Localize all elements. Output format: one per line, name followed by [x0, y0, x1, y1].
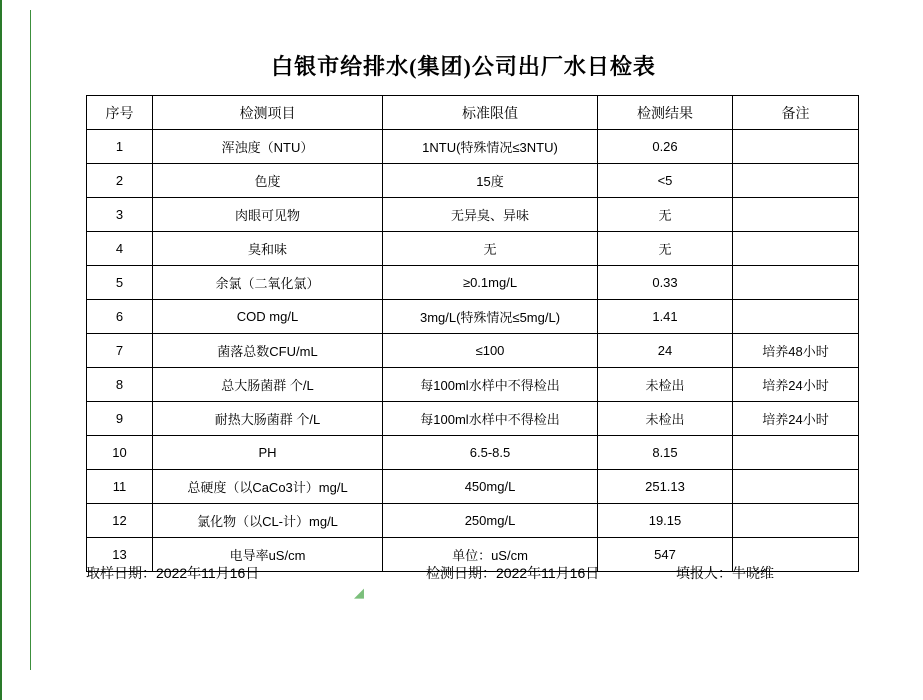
cell-no: 3: [87, 198, 153, 232]
table-row: [87, 368, 859, 402]
cell-standard: ≤100: [383, 334, 598, 368]
cell-standard: 3mg/L(特殊情况≤5mg/L): [383, 300, 598, 334]
cell-no: 5: [87, 266, 153, 300]
filler-name-label: 填报人：牛晓维: [676, 565, 774, 581]
column-header-no: 序号: [87, 96, 153, 130]
cell-note: [733, 266, 859, 300]
cell-no: 1: [87, 130, 153, 164]
cell-no: 7: [87, 334, 153, 368]
cell-standard: 450mg/L: [383, 470, 598, 504]
table-row: [87, 504, 859, 538]
cell-note: 培养48小时: [733, 334, 859, 368]
cell-item: 氯化物（以CL-计）mg/L: [153, 504, 383, 538]
cell-item: PH: [153, 436, 383, 470]
cell-note: [733, 436, 859, 470]
cell-result: 1.41: [598, 300, 733, 334]
table-row: [87, 198, 859, 232]
column-header-standard: 标准限值: [383, 96, 598, 130]
cell-standard: 每100ml水样中不得检出: [383, 368, 598, 402]
cell-standard: 单位：uS/cm: [383, 538, 598, 572]
table-header-row: [87, 96, 859, 130]
cell-note: [733, 504, 859, 538]
page-corner-mark-icon: ◢: [354, 585, 364, 600]
cell-note: [733, 130, 859, 164]
cell-item: 耐热大肠菌群 个/L: [153, 402, 383, 436]
table-body: [87, 130, 859, 572]
cell-item: 色度: [153, 164, 383, 198]
page-title: 白银市给排水(集团)公司出厂水日检表: [271, 54, 656, 79]
cell-result: 未检出: [598, 368, 733, 402]
cell-result: 251.13: [598, 470, 733, 504]
cell-no: 12: [87, 504, 153, 538]
table-row: [87, 334, 859, 368]
table-row: [87, 232, 859, 266]
cell-result: 0.33: [598, 266, 733, 300]
cell-note: [733, 470, 859, 504]
test-date-label: 检测日期：2022年11月16日: [426, 565, 600, 581]
cell-result: 8.15: [598, 436, 733, 470]
cell-no: 4: [87, 232, 153, 266]
cell-standard: 15度: [383, 164, 598, 198]
cell-standard: 无异臭、异味: [383, 198, 598, 232]
cell-no: 10: [87, 436, 153, 470]
cell-result: 19.15: [598, 504, 733, 538]
cell-note: [733, 300, 859, 334]
cell-note: 培养24小时: [733, 368, 859, 402]
cell-result: 无: [598, 232, 733, 266]
cell-no: 6: [87, 300, 153, 334]
cell-standard: 无: [383, 232, 598, 266]
table-row: [87, 470, 859, 504]
cell-no: 11: [87, 470, 153, 504]
cell-no: 2: [87, 164, 153, 198]
column-header-item: 检测项目: [153, 96, 383, 130]
cell-note: [733, 164, 859, 198]
cell-result: 24: [598, 334, 733, 368]
cell-standard: 6.5-8.5: [383, 436, 598, 470]
cell-result: 无: [598, 198, 733, 232]
cell-item: 总硬度（以CaCo3计）mg/L: [153, 470, 383, 504]
left-margin-rule: [30, 10, 31, 670]
table-row: [87, 164, 859, 198]
cell-no: 13: [87, 538, 153, 572]
cell-no: 9: [87, 402, 153, 436]
cell-item: 浑浊度（NTU）: [153, 130, 383, 164]
cell-standard: 每100ml水样中不得检出: [383, 402, 598, 436]
table-row: [87, 300, 859, 334]
cell-note: [733, 232, 859, 266]
cell-item: 臭和味: [153, 232, 383, 266]
cell-item: 余氯（二氧化氯）: [153, 266, 383, 300]
cell-standard: ≥0.1mg/L: [383, 266, 598, 300]
cell-item: 菌落总数CFU/mL: [153, 334, 383, 368]
column-header-note: 备注: [733, 96, 859, 130]
cell-note: [733, 198, 859, 232]
cell-result: 未检出: [598, 402, 733, 436]
sample-date-label: 取样日期：2022年11月16日: [86, 565, 260, 581]
column-header-result: 检测结果: [598, 96, 733, 130]
cell-no: 8: [87, 368, 153, 402]
cell-result: <5: [598, 164, 733, 198]
table-row: [87, 402, 859, 436]
cell-standard: 1NTU(特殊情况≤3NTU): [383, 130, 598, 164]
table-row: [87, 266, 859, 300]
water-test-table: [86, 95, 859, 572]
cell-standard: 250mg/L: [383, 504, 598, 538]
table-row: [87, 436, 859, 470]
cell-item: 电导率uS/cm: [153, 538, 383, 572]
cell-item: COD mg/L: [153, 300, 383, 334]
cell-note: 培养24小时: [733, 402, 859, 436]
table-row: [87, 130, 859, 164]
cell-result: 547: [598, 538, 733, 572]
cell-result: 0.26: [598, 130, 733, 164]
cell-item: 肉眼可见物: [153, 198, 383, 232]
table-header: [87, 96, 859, 130]
cell-item: 总大肠菌群 个/L: [153, 368, 383, 402]
